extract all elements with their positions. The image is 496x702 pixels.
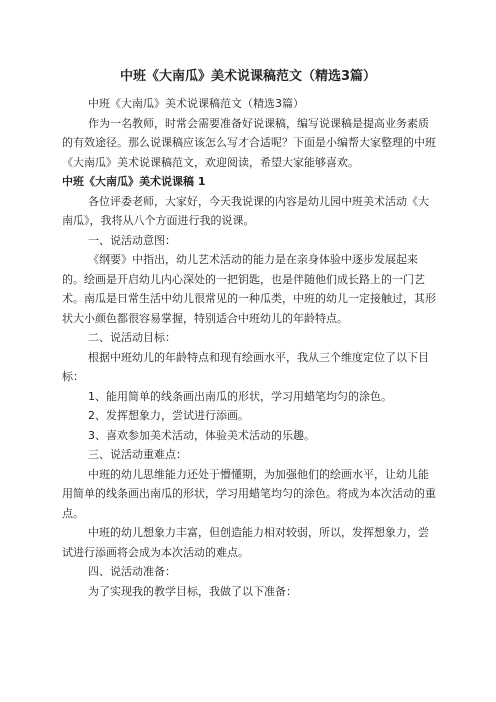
paragraph-key-point: 中班的幼儿思维能力还处于懵懂期，为加强他们的绘画水平，让幼儿能用简单的线条画出南瓜的形状，学习用蜡笔均匀的涂色。将成为本次活动的重点。 <box>62 467 436 520</box>
goal-item-2: 2、发挥想象力，尝试进行添画。 <box>88 409 249 422</box>
goal-item-1: 1、能用简单的线条画出南瓜的形状，学习用蜡笔均匀的涂色。 <box>88 389 392 403</box>
intro-paragraph: 作为一名教师，时常会需要准备好说课稿，编写说课稿是提高业务素质的有效途径。那么说课稿应该怎么写才合适呢？下面是小编帮大家整理的中班《大南瓜》美术说课稿范文，欢迎阅读，希望大家能够喜欢。 <box>62 116 436 169</box>
document-body <box>62 94 438 601</box>
heading-key-points: 三、说活动重难点： <box>88 448 187 461</box>
paragraph-activity-goals: 根据中班幼儿的年龄特点和现有绘画水平，我从三个维度定位了以下目标： <box>62 350 429 383</box>
paragraph-preparation: 为了实现我的教学目标，我做了以下准备： <box>88 584 297 598</box>
subtitle: 中班《大南瓜》美术说课稿范文（精选3篇） <box>88 97 304 110</box>
section-heading: 中班《大南瓜》美术说课稿 1 <box>62 175 206 188</box>
heading-activity-intent: 一、说活动意图： <box>88 233 176 247</box>
goal-item-3: 3、喜欢参加美术活动，体验美术活动的乐趣。 <box>88 428 315 442</box>
heading-activity-goals: 二、说活动目标： <box>88 331 176 344</box>
document-title: 中班《大南瓜》美术说课稿范文（精选3篇） <box>119 69 377 84</box>
paragraph-activity-intent: 《纲要》中指出，幼儿艺术活动的能力是在亲身体验中逐步发展起来的。绘画是开启幼儿内心深处的一把钥匙，也是伴随他们成长路上的一门艺术。南瓜是日常生活中幼儿很常见的一种瓜类，中班的幼儿一定接触过，其形状大小颜色都很容易掌握，特别适合中班幼儿的年龄特点。 <box>62 253 436 325</box>
paragraph-difficult-point: 中班的幼儿想象力丰富，但创造能力相对较弱，所以，发挥想象力，尝试进行添画将会成为本次活动的难点。 <box>62 526 429 559</box>
heading-preparation: 四、说活动准备： <box>88 565 176 578</box>
greeting-paragraph: 各位评委老师，大家好，今天我说课的内容是幼儿园中班美术活动《大南瓜》，我将从八个方面进行我的说课。 <box>62 194 429 227</box>
